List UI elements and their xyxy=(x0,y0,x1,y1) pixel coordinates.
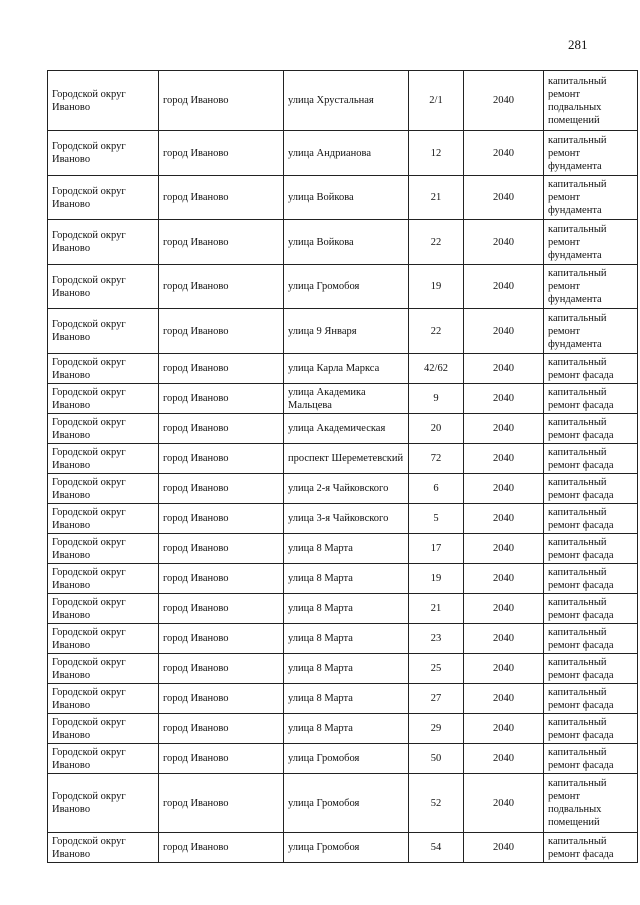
year-cell: 2040 xyxy=(464,414,544,444)
work-type-cell: капитальный ремонт фасада xyxy=(544,654,638,684)
street-cell: улица 8 Марта xyxy=(284,684,409,714)
year-cell: 2040 xyxy=(464,833,544,863)
okrug-cell: Городской округ Иваново xyxy=(48,176,159,220)
street-cell: улица 8 Марта xyxy=(284,564,409,594)
house-number-cell: 19 xyxy=(409,265,464,309)
house-number-cell: 22 xyxy=(409,309,464,354)
table-row xyxy=(48,774,638,833)
year-cell: 2040 xyxy=(464,684,544,714)
work-type-cell: капитальный ремонт фасада xyxy=(544,384,638,414)
okrug-cell: Городской округ Иваново xyxy=(48,564,159,594)
house-number-cell: 22 xyxy=(409,220,464,265)
house-number-cell: 27 xyxy=(409,684,464,714)
city-cell: город Иваново xyxy=(159,414,284,444)
work-type-cell: капитальный ремонт фасада xyxy=(544,624,638,654)
okrug-cell: Городской округ Иваново xyxy=(48,504,159,534)
okrug-cell: Городской округ Иваново xyxy=(48,534,159,564)
table-row xyxy=(48,534,638,564)
okrug-cell: Городской округ Иваново xyxy=(48,414,159,444)
street-cell: улица Академическая xyxy=(284,414,409,444)
table-row xyxy=(48,744,638,774)
city-cell: город Иваново xyxy=(159,774,284,833)
okrug-cell: Городской округ Иваново xyxy=(48,71,159,131)
year-cell: 2040 xyxy=(464,744,544,774)
okrug-cell: Городской округ Иваново xyxy=(48,594,159,624)
year-cell: 2040 xyxy=(464,265,544,309)
year-cell: 2040 xyxy=(464,534,544,564)
work-type-cell: капитальный ремонт фундамента xyxy=(544,131,638,176)
street-cell: улица 8 Марта xyxy=(284,714,409,744)
house-number-cell: 21 xyxy=(409,594,464,624)
year-cell: 2040 xyxy=(464,384,544,414)
house-number-cell: 23 xyxy=(409,624,464,654)
work-type-cell: капитальный ремонт фасада xyxy=(544,744,638,774)
city-cell: город Иваново xyxy=(159,654,284,684)
okrug-cell: Городской округ Иваново xyxy=(48,309,159,354)
street-cell: улица 8 Марта xyxy=(284,654,409,684)
work-type-cell: капитальный ремонт фундамента xyxy=(544,220,638,265)
street-cell: улица Громобоя xyxy=(284,265,409,309)
year-cell: 2040 xyxy=(464,131,544,176)
year-cell: 2040 xyxy=(464,354,544,384)
street-cell: улица Андрианова xyxy=(284,131,409,176)
okrug-cell: Городской округ Иваново xyxy=(48,714,159,744)
city-cell: город Иваново xyxy=(159,624,284,654)
work-type-cell: капитальный ремонт фасада xyxy=(544,474,638,504)
work-type-cell: капитальный ремонт фасада xyxy=(544,444,638,474)
house-number-cell: 52 xyxy=(409,774,464,833)
table-row xyxy=(48,714,638,744)
okrug-cell: Городской округ Иваново xyxy=(48,131,159,176)
street-cell: улица Громобоя xyxy=(284,774,409,833)
work-type-cell: капитальный ремонт фасада xyxy=(544,354,638,384)
city-cell: город Иваново xyxy=(159,176,284,220)
year-cell: 2040 xyxy=(464,220,544,265)
street-cell: улица Хрустальная xyxy=(284,71,409,131)
street-cell: улица Карла Маркса xyxy=(284,354,409,384)
table-row xyxy=(48,265,638,309)
house-number-cell: 20 xyxy=(409,414,464,444)
table-row xyxy=(48,594,638,624)
table-row xyxy=(48,414,638,444)
house-number-cell: 12 xyxy=(409,131,464,176)
city-cell: город Иваново xyxy=(159,594,284,624)
table-row xyxy=(48,624,638,654)
street-cell: улица 2-я Чайковского xyxy=(284,474,409,504)
okrug-cell: Городской округ Иваново xyxy=(48,744,159,774)
house-number-cell: 29 xyxy=(409,714,464,744)
street-cell: улица Войкова xyxy=(284,176,409,220)
city-cell: город Иваново xyxy=(159,71,284,131)
okrug-cell: Городской округ Иваново xyxy=(48,774,159,833)
house-number-cell: 9 xyxy=(409,384,464,414)
okrug-cell: Городской округ Иваново xyxy=(48,833,159,863)
work-type-cell: капитальный ремонт фасада xyxy=(544,833,638,863)
okrug-cell: Городской округ Иваново xyxy=(48,654,159,684)
work-type-cell: капитальный ремонт фасада xyxy=(544,504,638,534)
city-cell: город Иваново xyxy=(159,714,284,744)
house-number-cell: 17 xyxy=(409,534,464,564)
year-cell: 2040 xyxy=(464,624,544,654)
city-cell: город Иваново xyxy=(159,534,284,564)
year-cell: 2040 xyxy=(464,504,544,534)
work-type-cell: капитальный ремонт подвальных помещений xyxy=(544,774,638,833)
house-number-cell: 25 xyxy=(409,654,464,684)
work-type-cell: капитальный ремонт фасада xyxy=(544,684,638,714)
street-cell: проспект Шереметевский xyxy=(284,444,409,474)
table-row xyxy=(48,564,638,594)
house-number-cell: 50 xyxy=(409,744,464,774)
table-row xyxy=(48,504,638,534)
city-cell: город Иваново xyxy=(159,309,284,354)
okrug-cell: Городской округ Иваново xyxy=(48,220,159,265)
table-row xyxy=(48,444,638,474)
year-cell: 2040 xyxy=(464,71,544,131)
okrug-cell: Городской округ Иваново xyxy=(48,444,159,474)
year-cell: 2040 xyxy=(464,444,544,474)
year-cell: 2040 xyxy=(464,474,544,504)
house-number-cell: 5 xyxy=(409,504,464,534)
table-row xyxy=(48,354,638,384)
okrug-cell: Городской округ Иваново xyxy=(48,624,159,654)
year-cell: 2040 xyxy=(464,176,544,220)
table-row xyxy=(48,474,638,504)
work-type-cell: капитальный ремонт фундамента xyxy=(544,265,638,309)
city-cell: город Иваново xyxy=(159,384,284,414)
table-row xyxy=(48,71,638,131)
street-cell: улица 8 Марта xyxy=(284,624,409,654)
city-cell: город Иваново xyxy=(159,265,284,309)
table-row xyxy=(48,384,638,414)
work-type-cell: капитальный ремонт фасада xyxy=(544,414,638,444)
year-cell: 2040 xyxy=(464,564,544,594)
okrug-cell: Городской округ Иваново xyxy=(48,384,159,414)
table-body xyxy=(48,71,638,863)
house-number-cell: 72 xyxy=(409,444,464,474)
page-number: 281 xyxy=(568,37,588,52)
house-number-cell: 42/62 xyxy=(409,354,464,384)
year-cell: 2040 xyxy=(464,309,544,354)
city-cell: город Иваново xyxy=(159,744,284,774)
table-row xyxy=(48,309,638,354)
table-row xyxy=(48,220,638,265)
year-cell: 2040 xyxy=(464,774,544,833)
table-row xyxy=(48,131,638,176)
city-cell: город Иваново xyxy=(159,354,284,384)
house-number-cell: 6 xyxy=(409,474,464,504)
house-number-cell: 2/1 xyxy=(409,71,464,131)
work-type-cell: капитальный ремонт подвальных помещений xyxy=(544,71,638,131)
table-row xyxy=(48,654,638,684)
work-type-cell: капитальный ремонт фасада xyxy=(544,594,638,624)
city-cell: город Иваново xyxy=(159,474,284,504)
year-cell: 2040 xyxy=(464,654,544,684)
street-cell: улица 8 Марта xyxy=(284,594,409,624)
city-cell: город Иваново xyxy=(159,684,284,714)
street-cell: улица 9 Января xyxy=(284,309,409,354)
housing-repair-table xyxy=(47,70,638,863)
city-cell: город Иваново xyxy=(159,220,284,265)
okrug-cell: Городской округ Иваново xyxy=(48,354,159,384)
city-cell: город Иваново xyxy=(159,833,284,863)
work-type-cell: капитальный ремонт фасада xyxy=(544,714,638,744)
street-cell: улица Войкова xyxy=(284,220,409,265)
okrug-cell: Городской округ Иваново xyxy=(48,474,159,504)
street-cell: улица Громобоя xyxy=(284,833,409,863)
table-row xyxy=(48,684,638,714)
work-type-cell: капитальный ремонт фундамента xyxy=(544,309,638,354)
house-number-cell: 21 xyxy=(409,176,464,220)
table-row xyxy=(48,176,638,220)
work-type-cell: капитальный ремонт фасада xyxy=(544,564,638,594)
city-cell: город Иваново xyxy=(159,444,284,474)
okrug-cell: Городской округ Иваново xyxy=(48,265,159,309)
city-cell: город Иваново xyxy=(159,504,284,534)
year-cell: 2040 xyxy=(464,594,544,624)
house-number-cell: 54 xyxy=(409,833,464,863)
street-cell: улица Громобоя xyxy=(284,744,409,774)
work-type-cell: капитальный ремонт фундамента xyxy=(544,176,638,220)
house-number-cell: 19 xyxy=(409,564,464,594)
table-row xyxy=(48,833,638,863)
city-cell: город Иваново xyxy=(159,131,284,176)
city-cell: город Иваново xyxy=(159,564,284,594)
okrug-cell: Городской округ Иваново xyxy=(48,684,159,714)
street-cell: улица 8 Марта xyxy=(284,534,409,564)
street-cell: улица Академика Мальцева xyxy=(284,384,409,414)
year-cell: 2040 xyxy=(464,714,544,744)
street-cell: улица 3-я Чайковского xyxy=(284,504,409,534)
work-type-cell: капитальный ремонт фасада xyxy=(544,534,638,564)
